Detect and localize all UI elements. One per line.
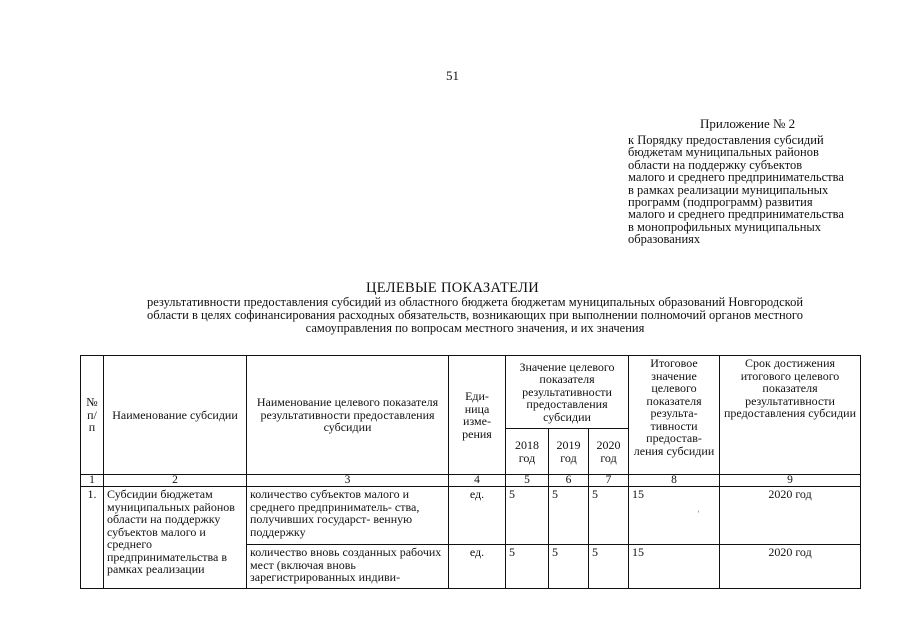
header-subsidy: Наименование субсидии [104, 356, 247, 475]
appendix-line: в монопрофильных муниципальных [628, 219, 822, 234]
row-subsidy-cell [104, 487, 247, 589]
row-value-2020: 5 [589, 487, 629, 545]
header-target-value: Значение целевого показателя результативности предоставления субсидии [506, 356, 629, 429]
column-number: 5 [506, 475, 549, 487]
row-deadline: 2020 год [720, 487, 861, 545]
table-row [81, 487, 861, 545]
row-value-2018: 5 [506, 487, 549, 545]
row-unit: ед. [449, 545, 506, 589]
appendix-line: бюджетам муниципальных районов [628, 145, 819, 160]
appendix-title: Приложение № 2 [700, 116, 796, 131]
row-value-2019: 5 [549, 545, 589, 589]
appendix-line: к Порядку предоставления субсидий [628, 133, 824, 147]
column-number: 7 [589, 475, 629, 487]
header-unit: Еди- ница изме- рения [449, 356, 506, 475]
column-number: 1 [81, 475, 104, 487]
row-total: 15 [629, 487, 720, 545]
row-num: 1. [81, 487, 104, 589]
row-total: 15 [629, 545, 720, 589]
subtitle-line: результативности предоставления субсидий из областного бюджета бюджетам муниципальных образований Новгородской [146, 295, 804, 309]
header-num: № п/п [81, 356, 104, 475]
appendix-line: малого и среднего предпринимательства [628, 170, 844, 185]
subtitle-line: самоуправления по вопросам местного значения, и их значения [305, 321, 645, 335]
subtitle-line: области в целях софинансирования расходных обязательств, возникающих при выполнении полномочий органов местного [147, 308, 803, 322]
column-number: 3 [247, 475, 449, 487]
header-deadline: Срок достижения итогового целевого показателя результативности предоставления субсидии [720, 356, 861, 475]
row-deadline: 2020 год [720, 545, 861, 589]
appendix-line: области на поддержку субъектов [628, 157, 803, 172]
column-number: 9 [720, 475, 861, 487]
appendix-line: малого и среднего предпринимательства [628, 207, 844, 222]
header-year-2019: 2019 год [549, 429, 589, 475]
appendix-text [628, 134, 873, 246]
row-indicator: количество субъектов малого и среднего предприниматель- ства, получивших государст- венную поддержку [247, 487, 449, 545]
column-number: 6 [549, 475, 589, 487]
column-number: 4 [449, 475, 506, 487]
column-number: 8 [629, 475, 720, 487]
row-value-2020: 5 [589, 545, 629, 589]
document-title: ЦЕЛЕВЫЕ ПОКАЗАТЕЛИ [365, 280, 540, 296]
header-indicator: Наименование целевого показателя результативности предоставления субсидии [247, 356, 449, 475]
row-subsidy: Субсидии бюджетам муниципальных районов области на поддержку субъектов малого и среднего предпринимательства в рамках реализации [107, 488, 235, 576]
appendix-line: в рамках реализации муниципальных [628, 182, 829, 197]
row-unit: ед. [449, 487, 506, 545]
appendix-line: образованиях [628, 232, 701, 247]
header-year-2018: 2018 год [506, 429, 549, 475]
column-number: 2 [104, 475, 247, 487]
row-indicator: количество вновь созданных рабочих мест (включая вновь зарегистрированных индиви- [247, 545, 449, 589]
header-year-2020: 2020 год [589, 429, 629, 475]
row-value-2018: 5 [506, 545, 549, 589]
page-number: 51 [446, 68, 459, 83]
header-total: Итоговое значение целевого показателя результа- тивности предостав- ления субсидии [629, 356, 720, 475]
indicators-table [80, 355, 861, 589]
row-value-2019: 5 [549, 487, 589, 545]
appendix-line: программ (подпрограмм) развития [628, 195, 813, 210]
document-subtitle [80, 296, 870, 335]
scan-speck: ˒ [697, 505, 700, 515]
